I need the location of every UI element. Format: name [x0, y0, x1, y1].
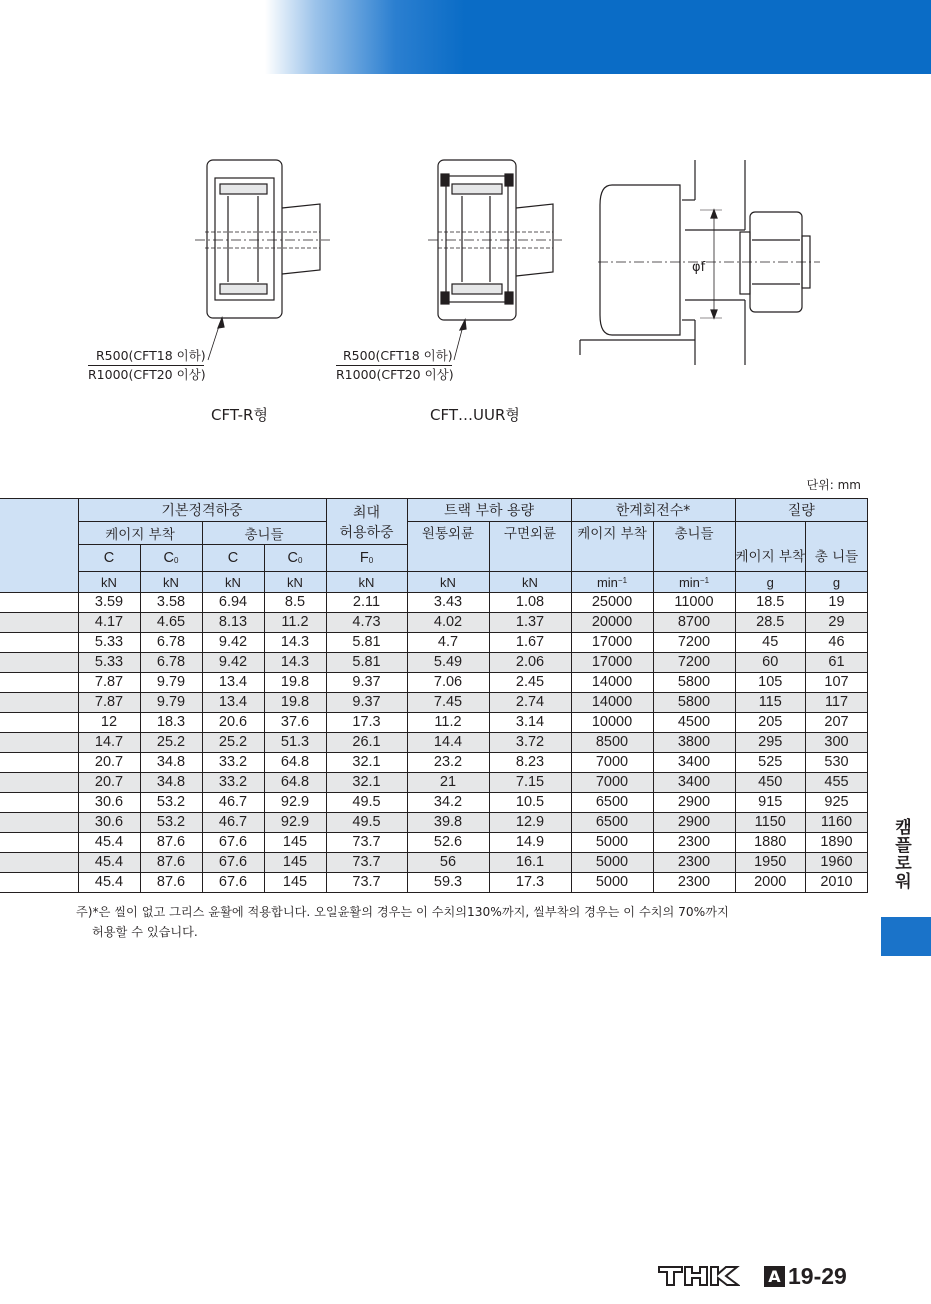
model-cell: [0, 733, 78, 753]
table-body: [0, 593, 868, 893]
table-cell: 530: [806, 753, 868, 773]
f0-base: F: [359, 550, 369, 566]
table-cell: 7000: [571, 773, 653, 793]
table-cell: 45.4: [78, 873, 140, 893]
table-cell: 7.06: [407, 673, 489, 693]
table-cell: 53.2: [140, 793, 202, 813]
footnote: [76, 902, 876, 942]
table-cell: 2010: [806, 873, 868, 893]
table-row: [0, 733, 868, 753]
table-cell: 34.8: [140, 753, 202, 773]
table-cell: 87.6: [140, 853, 202, 873]
max-allow-header: [326, 499, 407, 545]
table-cell: 2300: [653, 833, 735, 853]
table-cell: 295: [735, 733, 806, 753]
table-cell: 2.11: [326, 593, 407, 613]
table-cell: 53.2: [140, 813, 202, 833]
table-cell: 525: [735, 753, 806, 773]
table-cell: 7000: [571, 753, 653, 773]
model-header-blank: [0, 499, 78, 593]
unit-min: [653, 572, 735, 593]
technical-drawing: [0, 140, 931, 380]
table-cell: 4.17: [78, 613, 140, 633]
model-cell: [0, 633, 78, 653]
table-cell: 2300: [653, 873, 735, 893]
table-cell: 4.02: [407, 613, 489, 633]
table-cell: 925: [806, 793, 868, 813]
c0-base: C: [287, 550, 299, 566]
table-cell: 20.7: [78, 773, 140, 793]
model-cell: [0, 653, 78, 673]
table-cell: 5000: [571, 853, 653, 873]
table-cell: 8.23: [489, 753, 571, 773]
cft-uur-drawing: [428, 160, 562, 360]
leader-line: [88, 365, 204, 366]
c-full-header: C: [202, 545, 264, 572]
table-cell: 5000: [571, 873, 653, 893]
table-cell: 45.4: [78, 853, 140, 873]
table-cell: 20.7: [78, 753, 140, 773]
table-cell: 9.37: [326, 673, 407, 693]
table-cell: 5.81: [326, 633, 407, 653]
table-row: [0, 833, 868, 853]
table-cell: 64.8: [264, 753, 326, 773]
table-row: [0, 793, 868, 813]
table-cell: 67.6: [202, 833, 264, 853]
table-cell: 61: [806, 653, 868, 673]
table-cell: 51.3: [264, 733, 326, 753]
table-cell: 5000: [571, 833, 653, 853]
table-cell: 5.33: [78, 653, 140, 673]
unit-g: g: [806, 572, 868, 593]
table-cell: 87.6: [140, 873, 202, 893]
unit-g: g: [735, 572, 806, 593]
unit-kn: kN: [489, 572, 571, 593]
c0-base: C: [163, 550, 175, 566]
table-cell: 25000: [571, 593, 653, 613]
table-cell: 56: [407, 853, 489, 873]
table-cell: 17000: [571, 633, 653, 653]
table-cell: 1.08: [489, 593, 571, 613]
model-cell: [0, 853, 78, 873]
unit-kn: kN: [407, 572, 489, 593]
table-cell: 450: [735, 773, 806, 793]
cft-r-radius-label-2: R1000(CFT20 이상): [88, 367, 206, 382]
table-cell: 46: [806, 633, 868, 653]
table-cell: 73.7: [326, 853, 407, 873]
table-row: [0, 613, 868, 633]
table-cell: 6500: [571, 793, 653, 813]
table-cell: 1880: [735, 833, 806, 853]
footnote-line-1: 주)*은 씰이 없고 그리스 윤활에 적용합니다. 오일윤활의 경우는 이 수치의130%까지, 씰부착의 경우는 이 수치의 70%까지: [76, 905, 729, 919]
spec-table: [0, 498, 868, 893]
table-cell: 49.5: [326, 793, 407, 813]
f0-sub: 0: [368, 556, 374, 565]
table-cell: 45.4: [78, 833, 140, 853]
sph-outer-header: 구면외륜: [489, 522, 571, 572]
table-cell: 3.43: [407, 593, 489, 613]
table-cell: 9.42: [202, 633, 264, 653]
table-cell: 5800: [653, 693, 735, 713]
table-cell: 5.49: [407, 653, 489, 673]
table-cell: 34.8: [140, 773, 202, 793]
cft-uur-radius-label-2: R1000(CFT20 이상): [336, 367, 454, 382]
table-cell: 33.2: [202, 753, 264, 773]
table-cell: 5800: [653, 673, 735, 693]
table-cell: 46.7: [202, 793, 264, 813]
table-cell: 7.87: [78, 673, 140, 693]
drawings-area: [0, 140, 931, 380]
cyl-outer-header: 원통외륜: [407, 522, 489, 572]
unit-kn: kN: [326, 572, 407, 593]
table-cell: 49.5: [326, 813, 407, 833]
table-cell: 115: [735, 693, 806, 713]
table-cell: 14.3: [264, 653, 326, 673]
header-band: [265, 0, 931, 74]
table-cell: 67.6: [202, 853, 264, 873]
table-row: [0, 753, 868, 773]
table-cell: 9.79: [140, 693, 202, 713]
table-cell: 1890: [806, 833, 868, 853]
table-cell: 32.1: [326, 773, 407, 793]
table-cell: 2000: [735, 873, 806, 893]
table-cell: 105: [735, 673, 806, 693]
unit-kn: kN: [202, 572, 264, 593]
full-roller-header: 총니들: [202, 522, 326, 545]
thk-logo-graphic: [658, 1264, 740, 1288]
model-cell: [0, 693, 78, 713]
table-cell: 14.9: [489, 833, 571, 853]
mass-full-header: 총 니들: [806, 522, 868, 572]
table-cell: 3800: [653, 733, 735, 753]
c0-sub: 0: [298, 556, 303, 565]
table-cell: 45: [735, 633, 806, 653]
table-cell: 37.6: [264, 713, 326, 733]
model-cell: [0, 833, 78, 853]
max-allow-line1: 최대: [352, 504, 381, 521]
table-row: [0, 653, 868, 673]
table-cell: 2300: [653, 853, 735, 873]
table-cell: 20000: [571, 613, 653, 633]
table-row: [0, 853, 868, 873]
table-cell: 92.9: [264, 813, 326, 833]
table-cell: 8.13: [202, 613, 264, 633]
track-load-header: 트랙 부하 용량: [407, 499, 571, 522]
table-cell: 17.3: [326, 713, 407, 733]
table-cell: 145: [264, 833, 326, 853]
table-cell: 1950: [735, 853, 806, 873]
table-cell: 1.67: [489, 633, 571, 653]
model-cell: [0, 593, 78, 613]
table-row: [0, 713, 868, 733]
table-cell: 5.81: [326, 653, 407, 673]
table-cell: 3.14: [489, 713, 571, 733]
ls-cage-header: 케이지 부착: [571, 522, 653, 572]
table-cell: 26.1: [326, 733, 407, 753]
table-cell: 6.94: [202, 593, 264, 613]
table-cell: 4.73: [326, 613, 407, 633]
table-cell: 11000: [653, 593, 735, 613]
table-cell: 39.8: [407, 813, 489, 833]
table-cell: 1160: [806, 813, 868, 833]
table-cell: 1.37: [489, 613, 571, 633]
table-cell: 205: [735, 713, 806, 733]
table-cell: 23.2: [407, 753, 489, 773]
table-cell: 73.7: [326, 873, 407, 893]
model-cell: [0, 773, 78, 793]
table-cell: 87.6: [140, 833, 202, 853]
cft-r-drawing: [195, 160, 330, 360]
thk-logo: [658, 1264, 740, 1292]
max-allow-line2: 허용하중: [339, 524, 394, 541]
table-cell: 34.2: [407, 793, 489, 813]
table-cell: 3400: [653, 773, 735, 793]
f0-header: [326, 545, 407, 572]
table-cell: 11.2: [264, 613, 326, 633]
c-header: C: [78, 545, 140, 572]
table-cell: 10.5: [489, 793, 571, 813]
table-cell: 19: [806, 593, 868, 613]
model-cell: [0, 753, 78, 773]
table-cell: 3.72: [489, 733, 571, 753]
side-tab: [881, 917, 931, 956]
table-cell: 145: [264, 853, 326, 873]
unit-kn: kN: [78, 572, 140, 593]
mass-cage-header: 케이지 부착: [735, 522, 806, 572]
unit-min-base: min: [596, 574, 618, 590]
mass-header: 질량: [735, 499, 868, 522]
unit-kn: kN: [140, 572, 202, 593]
table-cell: 16.1: [489, 853, 571, 873]
table-cell: 9.42: [202, 653, 264, 673]
table-row: [0, 773, 868, 793]
table-cell: 14.4: [407, 733, 489, 753]
table-cell: 8.5: [264, 593, 326, 613]
table-cell: 30.6: [78, 813, 140, 833]
table-cell: 33.2: [202, 773, 264, 793]
table-cell: 9.79: [140, 673, 202, 693]
model-cell: [0, 813, 78, 833]
c0-sub: 0: [174, 556, 179, 565]
table-cell: 117: [806, 693, 868, 713]
table-cell: 19.8: [264, 673, 326, 693]
table-cell: 13.4: [202, 693, 264, 713]
table-cell: 25.2: [202, 733, 264, 753]
table-cell: 3.59: [78, 593, 140, 613]
table-cell: 73.7: [326, 833, 407, 853]
table-cell: 14000: [571, 673, 653, 693]
basic-load-header: 기본정격하중: [78, 499, 326, 522]
cft-r-caption: CFT-R형: [211, 406, 268, 424]
table-row: [0, 673, 868, 693]
table-cell: 8700: [653, 613, 735, 633]
table-cell: 7.45: [407, 693, 489, 713]
table-cell: 207: [806, 713, 868, 733]
unit-kn: kN: [264, 572, 326, 593]
table-cell: 17000: [571, 653, 653, 673]
table-cell: 67.6: [202, 873, 264, 893]
table-cell: 4500: [653, 713, 735, 733]
table-cell: 6500: [571, 813, 653, 833]
table-cell: 17.3: [489, 873, 571, 893]
table-cell: 3.58: [140, 593, 202, 613]
c0-header: [140, 545, 202, 572]
table-cell: 1960: [806, 853, 868, 873]
table-cell: 20.6: [202, 713, 264, 733]
unit-label: 단위: mm: [806, 478, 861, 492]
table-row: [0, 693, 868, 713]
section-letter: A: [764, 1266, 785, 1287]
table-cell: 32.1: [326, 753, 407, 773]
table-cell: 145: [264, 873, 326, 893]
table-cell: 14000: [571, 693, 653, 713]
table-cell: 107: [806, 673, 868, 693]
table-cell: 10000: [571, 713, 653, 733]
table-cell: 4.7: [407, 633, 489, 653]
table-row: [0, 813, 868, 833]
table-cell: 7200: [653, 653, 735, 673]
table-cell: 12: [78, 713, 140, 733]
ls-full-header: 총니들: [653, 522, 735, 572]
c0-full-header: [264, 545, 326, 572]
table-cell: 29: [806, 613, 868, 633]
table-cell: 52.6: [407, 833, 489, 853]
cft-r-radius-label-1: R500(CFT18 이하): [96, 348, 206, 363]
model-cell: [0, 673, 78, 693]
table-cell: 92.9: [264, 793, 326, 813]
table-cell: 19.8: [264, 693, 326, 713]
table-cell: 13.4: [202, 673, 264, 693]
table-cell: 6.78: [140, 633, 202, 653]
table-cell: 2900: [653, 813, 735, 833]
table-cell: 2900: [653, 793, 735, 813]
cft-uur-caption: CFT…UUR형: [430, 406, 520, 424]
table-cell: 21: [407, 773, 489, 793]
model-cell: [0, 713, 78, 733]
table-cell: 11.2: [407, 713, 489, 733]
table-cell: 4.65: [140, 613, 202, 633]
unit-min: [571, 572, 653, 593]
leader-line: [336, 365, 452, 366]
table-cell: 14.3: [264, 633, 326, 653]
table-row: [0, 633, 868, 653]
table-cell: 6.78: [140, 653, 202, 673]
footnote-line-2: 허용할 수 있습니다.: [92, 925, 198, 939]
page-number-text: 19-29: [788, 1263, 847, 1289]
table-cell: 7.15: [489, 773, 571, 793]
table-cell: 9.37: [326, 693, 407, 713]
table-cell: 60: [735, 653, 806, 673]
model-cell: [0, 613, 78, 633]
table-cell: 3400: [653, 753, 735, 773]
table-cell: 64.8: [264, 773, 326, 793]
table-cell: 5.33: [78, 633, 140, 653]
table-cell: 46.7: [202, 813, 264, 833]
table-cell: 2.45: [489, 673, 571, 693]
table-cell: 18.5: [735, 593, 806, 613]
table-cell: 12.9: [489, 813, 571, 833]
table-cell: 8500: [571, 733, 653, 753]
unit-min-sup: −1: [617, 575, 628, 585]
table-row: [0, 873, 868, 893]
table-cell: 30.6: [78, 793, 140, 813]
cft-uur-radius-label-1: R500(CFT18 이하): [343, 348, 453, 363]
side-section-label: 캠플로워: [891, 818, 911, 890]
table-cell: 455: [806, 773, 868, 793]
table-row: [0, 593, 868, 613]
table-cell: 25.2: [140, 733, 202, 753]
limit-speed-header: 한계회전수*: [571, 499, 735, 522]
table-cell: 59.3: [407, 873, 489, 893]
page-number: [764, 1263, 847, 1290]
table-cell: 14.7: [78, 733, 140, 753]
table-cell: 2.74: [489, 693, 571, 713]
table-cell: 28.5: [735, 613, 806, 633]
model-cell: [0, 793, 78, 813]
cage-type-header: 케이지 부착: [78, 522, 202, 545]
table-cell: 1150: [735, 813, 806, 833]
table-cell: 7.87: [78, 693, 140, 713]
table-cell: 915: [735, 793, 806, 813]
table-cell: 7200: [653, 633, 735, 653]
table-cell: 18.3: [140, 713, 202, 733]
unit-min-base: min: [678, 574, 700, 590]
model-cell: [0, 873, 78, 893]
table-cell: 2.06: [489, 653, 571, 673]
unit-min-sup: −1: [699, 575, 710, 585]
phi-f-label: φf: [692, 260, 706, 275]
table-cell: 300: [806, 733, 868, 753]
